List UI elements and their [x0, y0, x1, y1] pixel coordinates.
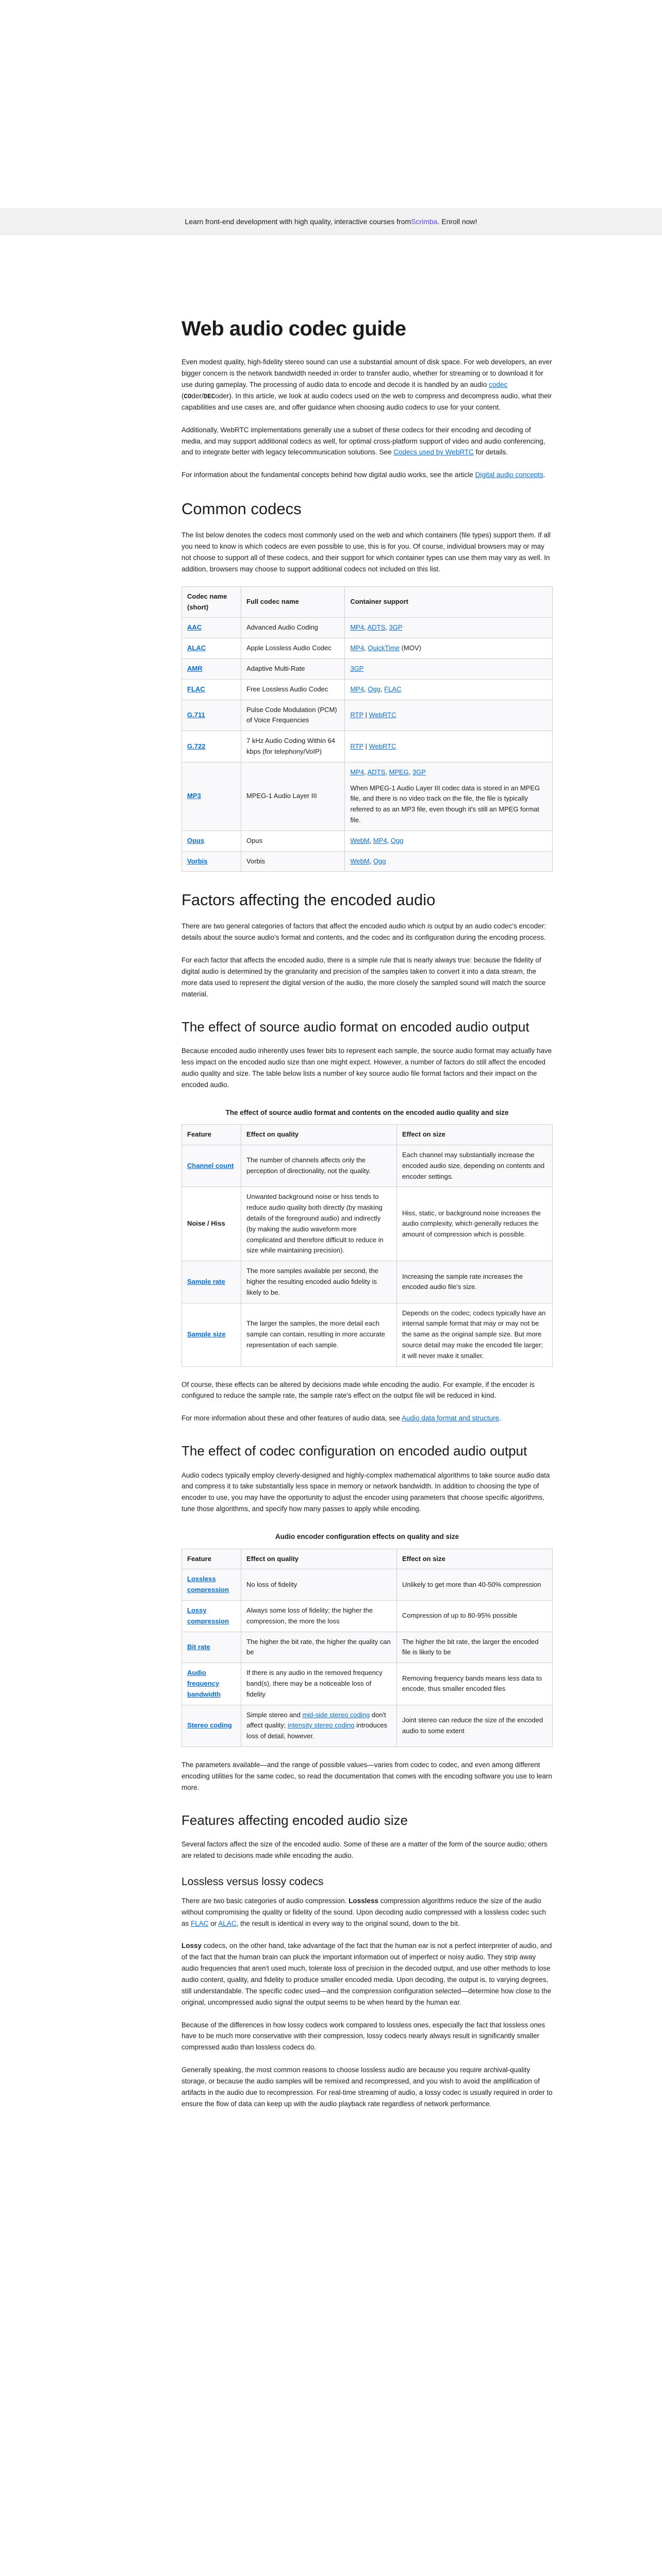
container-link[interactable]: MP4	[373, 836, 387, 844]
lossy-paragraph: Lossy codecs, on the other hand, take advantage of the fact that the human ear is not a perfect interpreter of audio, and of the fact that the human brain can pluck the important information out of imperfect or noisy audio. They strip away audio frequencies that aren't used much, tolerate loss of precision in the decoded output, and use other methods to lose audio content, quality, and fidelity to produce smaller encoded media. Upon decoding, the output is, to varying degrees, still understandable. The specific codec used—and the compression configuration selected—determine how close to the original, uncompressed audio signal the output seems to be when heard by the human ear.	[181, 1942, 552, 2006]
container-support: WebM, Ogg	[345, 851, 553, 872]
table-row	[182, 700, 553, 731]
table-header: Effect on size	[397, 1125, 553, 1145]
factors-heading: Factors affecting the encoded audio	[181, 891, 436, 909]
container-link[interactable]: 3GP	[350, 664, 364, 672]
table-cell: Unwanted background noise or hiss tends to reduce audio quality both directly (by masking details of the foreground audio) and indirectly (by making the audio waveform more complicated and therefore difficult to reduce in size while maintaining precision).	[241, 1187, 397, 1261]
size-features-paragraph: Several factors affect the size of the encoded audio. Some of these are a matter of the form of the source audio; others are related to decisions made while encoding the audio.	[181, 1840, 548, 1859]
container-link[interactable]: FLAC	[384, 685, 402, 693]
codec-parameters-paragraph: The parameters available—and the range of possible values—varies from codec to codec, and even among different encoding utilities for the same codec, so read the documentation that comes with the encoding software you use to learn more.	[181, 1760, 552, 1791]
table-header: Codec name (short)	[182, 586, 241, 618]
table-row	[182, 1569, 553, 1601]
digital-audio-concepts-link[interactable]: Digital audio concepts	[475, 471, 543, 479]
container-support: RTP | WebRTC	[345, 700, 553, 731]
container-link[interactable]: ADTS	[367, 768, 386, 776]
codec-short-name-link[interactable]: Opus	[187, 836, 205, 844]
codec-full-name: Adaptive Multi-Rate	[241, 658, 345, 679]
promo-banner	[0, 208, 662, 235]
container-support: MP4, ADTS, MPEG, 3GP When MPEG-1 Audio Layer III codec data is stored in an MPEG file, and there is no video track on the file, the file is typically referred to as an MP3 file, even though it's still an MPEG format file.	[345, 762, 553, 831]
codec-short-name-link[interactable]: FLAC	[187, 685, 205, 693]
intro-paragraph-3: For information about the fundamental concepts behind how digital audio works, see the article Digital audio concepts.	[181, 471, 545, 479]
source-format-paragraph: Because encoded audio inherently uses fewer bits to represent each sample, the source audio format may actually have less impact on the encoded audio size than one might expect. However, a number of factors do still affect the encoded audio quality and size. The table below lists a number of key source audio file format factors and their impact on the encoded audio.	[181, 1047, 552, 1089]
table-row	[182, 851, 553, 872]
table-cell: No loss of fidelity	[241, 1569, 397, 1601]
banner-text-end: . Enroll now!	[437, 217, 477, 226]
factors-paragraph-1: There are two general categories of factors that affect the encoded audio which is output by an audio codec's encoder: details about the source audio's format and contents, and the codec and its configuration during the encoding process.	[181, 922, 547, 942]
intro-paragraph-2: Additionally, WebRTC implementations generally use a subset of these codecs for their encoding and decoding of media, and may support additional codecs as well, for optimal cross-platform support of video and audio conferencing, and to integrate better with legacy telecommunication solutions. See Codecs used by WebRTC for details.	[181, 426, 545, 456]
feature-link[interactable]: Sample rate	[187, 1277, 225, 1285]
common-codecs-table	[181, 586, 553, 872]
table-row	[182, 1632, 553, 1663]
table-row	[182, 762, 553, 831]
feature-link[interactable]: Lossless compression	[187, 1575, 229, 1594]
table-cell: If there is any audio in the removed frequency band(s), there may be a noticeable loss of fidelity	[241, 1663, 397, 1705]
table-cell: The higher the bit rate, the larger the encoded file is likely to be	[397, 1632, 553, 1663]
banner-link[interactable]: Scrimba	[411, 217, 438, 226]
container-link[interactable]: Ogg	[368, 685, 380, 693]
alac-link[interactable]: ALAC	[218, 1919, 237, 1927]
table-row	[182, 731, 553, 762]
feature-link[interactable]: Channel count	[187, 1161, 234, 1170]
table-row	[182, 1145, 553, 1187]
source-format-heading: The effect of source audio format on encoded audio output	[181, 1019, 529, 1035]
page-title: Web audio codec guide	[181, 317, 406, 340]
container-link[interactable]: MP4	[350, 623, 365, 632]
codec-short-name-link[interactable]: Vorbis	[187, 857, 208, 865]
mid-side-stereo-link[interactable]: mid-side stereo coding	[302, 1710, 370, 1719]
table-cell: The more samples available per second, the higher the resulting encoded audio fidelity is likely to be.	[241, 1261, 397, 1303]
table-cell: The number of channels affects only the perception of directionality, not the quality.	[241, 1145, 397, 1187]
table-row	[182, 679, 553, 700]
lossless-vs-lossy-heading: Lossless versus lossy codecs	[181, 1875, 324, 1888]
table-header: Container support	[345, 586, 553, 618]
container-link[interactable]: WebRTC	[369, 710, 396, 719]
table-header: Feature	[182, 1549, 241, 1569]
mp3-note: When MPEG-1 Audio Layer III codec data is stored in an MPEG file, and there is no video track on the file, the file is typically referred to as an MP3 file, even though it's still an MPEG format file.	[350, 784, 540, 824]
choosing-lossless-paragraph: Generally speaking, the most common reasons to choose lossless audio are because you require archival-quality storage, or because the audio samples will be remixed and recompressed, and you wish to avoid the amplification of artifacts in the audio due to recompression. For real-time streaming of audio, a lossy codec is usually required in order to ensure the flow of data can keep up with the audio playback rate regardless of network performance.	[181, 2066, 553, 2108]
codec-short-name-link[interactable]: G.711	[187, 710, 205, 719]
codec-full-name: Vorbis	[241, 851, 345, 872]
container-link[interactable]: QuickTime	[368, 644, 400, 652]
factors-paragraph-2: For each factor that affects the encoded audio, there is a simple rule that is nearly always true: because the fidelity of digital audio is determined by the granularity and precision of the samples taken to convert it into a data stream, the more data used to represent the digital version of the audio, the more closely the sampled sound will match the source material.	[181, 956, 546, 998]
table-cell: Removing frequency bands means less data to encode, thus smaller encoded files	[397, 1663, 553, 1705]
codec-link[interactable]: codec	[489, 380, 508, 388]
table-cell: The larger the samples, the more detail each sample can contain, resulting in more accurate representation of each sample.	[241, 1303, 397, 1366]
source-format-table	[181, 1102, 553, 1367]
table-row	[182, 1303, 553, 1366]
table-cell: Increasing the sample rate increases the encoded audio file's size.	[397, 1261, 553, 1303]
lossless-paragraph: There are two basic categories of audio compression. Lossless compression algorithms reduce the size of the audio without compromising the quality or fidelity of the sound. Upon decoding audio compressed with a lossless codec such as FLAC or ALAC, the result is identical in every way to the original sound, down to the bit.	[181, 1896, 546, 1927]
container-support: RTP | WebRTC	[345, 731, 553, 762]
container-support: MP4, Ogg, FLAC	[345, 679, 553, 700]
intro-paragraph-1: Even modest quality, high-fidelity stereo sound can use a substantial amount of disk space. For web developers, an ever bigger concern is the network bandwidth needed in order to transfer audio, whether for streaming or to download it for use during gameplay. The processing of audio data to encode and decode it is handled by an audio codec (COder/DECoder). In this article, we look at audio codecs used on the web to compress and decompress audio, what their capabilities and use cases are, and offer guidance when choosing audio codecs to use for your content.	[181, 358, 552, 411]
table-cell: Hiss, static, or background noise increases the audio complexity, which generally reduces the amount of compression which is possible.	[397, 1187, 553, 1261]
table-row	[182, 618, 553, 638]
container-link[interactable]: MP4	[350, 644, 365, 652]
table-cell: Compression of up to 80-95% possible	[397, 1601, 553, 1632]
table-header: Effect on quality	[241, 1125, 397, 1145]
container-link[interactable]: WebM	[350, 836, 370, 844]
container-link[interactable]: MP4	[350, 685, 365, 693]
table-cell: Always some loss of fidelity; the higher the compression, the more the loss	[241, 1601, 397, 1632]
table-cell: Simple stereo and mid-side stereo coding don't affect quality; intensity stereo coding introduces loss of detail, however.	[241, 1705, 397, 1747]
codec-config-paragraph: Audio codecs typically employ cleverly-designed and highly-complex mathematical algorithms to take source audio data and compress it to take substantially less space in memory or network bandwidth. In addition to choosing the type of encoder to use, you may have the opportunity to adjust the encoder using parameters that choose specific algorithms, tune those algorithms, and specify how many passes to apply while encoding.	[181, 1471, 550, 1513]
codec-full-name: 7 kHz Audio Coding Within 64 kbps (for telephony/VoIP)	[241, 731, 345, 762]
container-support	[345, 658, 553, 679]
lossy-vs-lossless-size-paragraph: Because of the differences in how lossy codecs work compared to lossless ones, especially the fact that lossless ones have to be much more conservative with their compression, lossy codecs nearly always result in significantly smaller compressed audio than lossless codecs do.	[181, 2021, 545, 2052]
table-header: Feature	[182, 1125, 241, 1145]
container-support: WebM, MP4, Ogg	[345, 831, 553, 851]
table-row	[182, 1663, 553, 1705]
feature-link[interactable]: Lossy compression	[187, 1606, 229, 1625]
codec-short-name-link[interactable]: ALAC	[187, 644, 206, 652]
common-codecs-intro: The list below denotes the codecs most commonly used on the web and which containers (file types) support them. If all you need to know is which codecs are even possible to use, this is for you. Of course, individual browsers may or may not choose to support all of these codecs, and their support for which container types can use them may vary as well. In addition, browsers may choose to support additional codecs not included on this list.	[181, 531, 551, 573]
feature-link[interactable]: Bit rate	[187, 1643, 210, 1651]
container-link[interactable]: 3GP	[412, 768, 426, 776]
container-link[interactable]: 3GP	[389, 623, 403, 632]
container-support: MP4, QuickTime (MOV)	[345, 638, 553, 659]
table-row	[182, 1261, 553, 1303]
codec-full-name: Opus	[241, 831, 345, 851]
codec-full-name: Advanced Audio Coding	[241, 618, 345, 638]
codec-short-name-link[interactable]: AAC	[187, 623, 202, 632]
table-row	[182, 638, 553, 659]
article	[181, 235, 553, 2110]
codec-full-name: Pulse Code Modulation (PCM) of Voice Frequencies	[241, 700, 345, 731]
codec-short-name-link[interactable]: G.722	[187, 742, 206, 750]
audio-data-format-paragraph: For more information about these and other features of audio data, see Audio data format and structure.	[181, 1414, 501, 1422]
container-support: MP4, ADTS, 3GP	[345, 618, 553, 638]
feature-link[interactable]: Audio frequency bandwidth	[187, 1669, 221, 1698]
table-row	[182, 658, 553, 679]
table-cell: Each channel may substantially increase the encoded audio size, depending on contents and encoder settings.	[397, 1145, 553, 1187]
container-link[interactable]: Ogg	[390, 836, 404, 844]
banner-text: Learn front-end development with high quality, interactive courses from	[185, 217, 411, 226]
table-cell: Unlikely to get more than 40-50% compression	[397, 1569, 553, 1601]
common-codecs-heading: Common codecs	[181, 500, 302, 518]
container-link[interactable]: RTP	[350, 710, 363, 719]
codec-short-name-link[interactable]: AMR	[187, 664, 203, 672]
container-link[interactable]: WebRTC	[369, 742, 396, 750]
codec-full-name: Free Lossless Audio Codec	[241, 679, 345, 700]
container-link[interactable]: ADTS	[367, 623, 386, 632]
source-effects-paragraph: Of course, these effects can be altered by decisions made while encoding the audio. For example, if the encoder is configured to reduce the sample rate, the sample rate's effect on the output file will be reduced in kind.	[181, 1380, 535, 1400]
size-features-heading: Features affecting encoded audio size	[181, 1812, 408, 1828]
flac-link[interactable]: FLAC	[191, 1919, 209, 1927]
table-cell: The higher the bit rate, the higher the quality can be	[241, 1632, 397, 1663]
stereo-coding-link[interactable]: Stereo coding	[187, 1721, 232, 1730]
table-row	[182, 1187, 553, 1261]
table-header: Effect on quality	[241, 1549, 397, 1569]
container-link[interactable]: RTP	[350, 742, 363, 750]
container-link[interactable]: MP4	[350, 768, 365, 776]
webrtc-codecs-link[interactable]: Codecs used by WebRTC	[393, 448, 474, 456]
container-link[interactable]: MPEG	[389, 768, 409, 776]
table-row	[182, 1705, 553, 1747]
top-blank-area	[0, 0, 662, 208]
table-header: Effect on size	[397, 1549, 553, 1569]
audio-data-format-link[interactable]: Audio data format and structure	[402, 1414, 500, 1422]
table-caption: Audio encoder configuration effects on quality and size	[275, 1533, 459, 1541]
container-link[interactable]: WebM	[350, 857, 370, 865]
container-note: (MOV)	[399, 644, 421, 652]
feature-label: Noise / Hiss	[182, 1187, 241, 1261]
codec-full-name: MPEG-1 Audio Layer III	[241, 762, 345, 831]
intensity-stereo-link[interactable]: intensity stereo coding	[288, 1721, 355, 1730]
codec-short-name-link[interactable]: MP3	[187, 792, 201, 800]
table-row	[182, 1601, 553, 1632]
table-cell: Joint stereo can reduce the size of the encoded audio to some extent	[397, 1705, 553, 1747]
table-caption: The effect of source audio format and contents on the encoded audio quality and size	[225, 1108, 509, 1116]
table-row	[182, 831, 553, 851]
table-cell: Depends on the codec; codecs typically have an internal sample format that may or may not be the same as the original sample size. But more source detail may make the encoded file larger; it will never make it smaller.	[397, 1303, 553, 1366]
codec-config-heading: The effect of codec configuration on encoded audio output	[181, 1443, 527, 1459]
codec-full-name: Apple Lossless Audio Codec	[241, 638, 345, 659]
encoder-config-table	[181, 1526, 553, 1747]
table-header: Full codec name	[241, 586, 345, 618]
container-link[interactable]: Ogg	[373, 857, 386, 865]
feature-link[interactable]: Sample size	[187, 1330, 226, 1338]
